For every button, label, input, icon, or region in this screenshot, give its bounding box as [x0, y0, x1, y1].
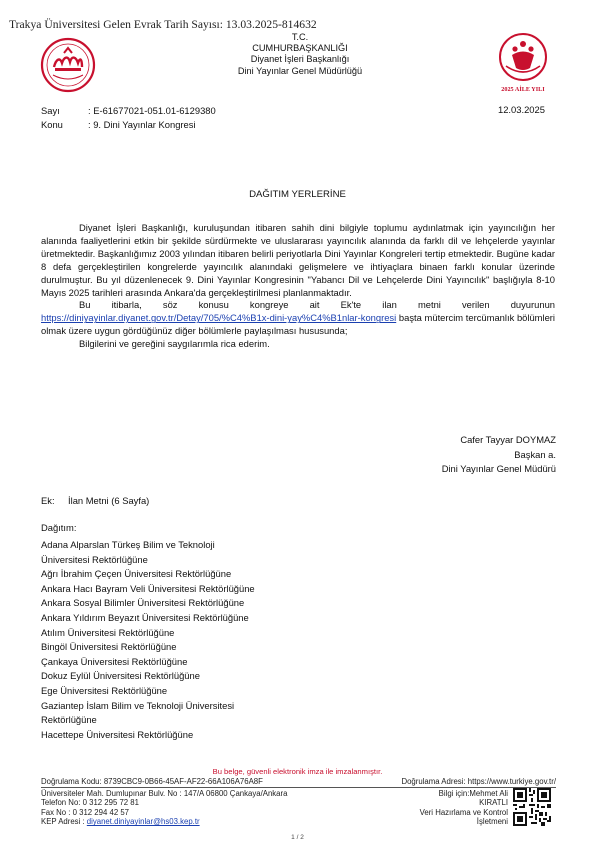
- phone-number: Telefon No: 0 312 295 72 81: [41, 798, 139, 808]
- contact-person-role-cont: İşletmeni: [476, 817, 508, 827]
- letterhead-presidency: CUMHURBAŞKANLIĞI: [252, 43, 348, 54]
- konu-row: [41, 118, 216, 132]
- body-paragraph-2-start: Bu itibarla, söz konusu kongreye ait Ek'te ilan metni verilen duyurunun: [79, 299, 555, 311]
- distribution-item: Rektörlüğüne: [41, 714, 97, 726]
- kep-address-link[interactable]: diyanet.diniyayinlar@hs03.kep.tr: [86, 817, 200, 827]
- letterhead-department: Dini Yayınlar Genel Müdürlüğü: [237, 65, 363, 76]
- sayi-value: : E-61677021-051.01-6129380: [88, 105, 216, 116]
- footer-divider: [41, 787, 556, 788]
- announcement-link[interactable]: https://diniyayinlar.diyanet.gov.tr/Detay/705/%C4%B1x-dini-yay%C4%B1nlar-kongresi: [41, 312, 397, 324]
- page-number: 1 / 2: [291, 834, 304, 841]
- aile-yili-emblem-icon: [494, 32, 552, 94]
- document-meta: [41, 104, 216, 132]
- distribution-list: [41, 538, 301, 742]
- distribution-label: Dağıtım:: [41, 522, 77, 533]
- e-signature-notice: Bu belge, güvenli elektronik imza ile imzalanmıştır.: [212, 767, 383, 776]
- letter-body: [41, 222, 555, 351]
- body-paragraph-1: Diyanet İşleri Başkanlığı, kuruluşundan itibaren sahih dini bilgiyle toplumu aydınlatmak için yayıncılığın her alanında faaliyetlerini etkin bir şekilde sürdürmekte ve uluslararası yayıncılık alanında da farklı dil ve lehçelerde yayınlar üretmektedir. Başkanlığımız 2003 yılından itibaren belirli periyotlarla Dini Yayınlar Kongreleri tertip etmektedir. Bugüne kadar 8 defa gerçekleştirilen kongrelerde yayıncılık alanındaki gelişmelere ve ihtiyaçlara binaen farklı konular üzerinde durulmuştur. Bu yıl düzenlenecek 9. Dini Yayınlar Kongresinin "Yabancı Dil ve Lehçelerde Dini Yayıncılık" başlığıyla 8-10 Mayıs 2025 tarihleri arasında Ankara'da gerçekleştirilmesi planlanmaktadır.: [41, 222, 555, 298]
- diyanet-emblem-icon: [40, 37, 96, 93]
- distribution-item: Ankara Yıldırım Beyazıt Üniversitesi Rektörlüğüne: [41, 611, 249, 623]
- signatory-title: Başkan a.: [514, 448, 556, 460]
- distribution-item: Üniversitesi Rektörlüğüne: [41, 553, 148, 565]
- konu-label: Konu: [41, 119, 63, 130]
- body-paragraph-2: [41, 299, 555, 338]
- verification-code: Doğrulama Kodu: 8739CBC9-0B66-45AF-AF22-66A106A76A8F: [41, 777, 263, 786]
- contact-person: [400, 789, 508, 827]
- sayi-row: [41, 104, 216, 118]
- attachment-value: İlan Metni (6 Sayfa): [68, 495, 150, 506]
- aile-yili-caption: 2025 AİLE YILI: [501, 86, 545, 93]
- body-paragraph-3: Bilgilerini ve gereğini saygılarımla rica ederim.: [79, 338, 270, 350]
- incoming-document-stamp: Trakya Üniversitesi Gelen Evrak Tarih Sayısı: 13.03.2025-814632: [9, 18, 317, 31]
- distribution-item: Ağrı İbrahim Çeçen Üniversitesi Rektörlüğüne: [41, 568, 232, 580]
- kep-label: KEP Adresi :: [41, 817, 87, 827]
- attachment-label: Ek:: [41, 495, 55, 506]
- distribution-item: Atılım Üniversitesi Rektörlüğüne: [41, 626, 175, 638]
- distribution-item: Adana Alparslan Türkeş Bilim ve Teknoloji: [41, 539, 215, 550]
- signature-block: [400, 433, 556, 477]
- institution-address: Üniversiteler Mah. Dumlupınar Bulv. No : 147/A 06800 Çankaya/Ankara: [41, 789, 288, 798]
- qr-code-icon: [513, 788, 551, 826]
- document-date: 12.03.2025: [498, 104, 545, 115]
- distribution-item: Ankara Hacı Bayram Veli Üniversitesi Rektörlüğüne: [41, 582, 255, 594]
- letterhead: [200, 32, 400, 77]
- verification-address: Doğrulama Adresi: https://www.turkiye.gov.tr/: [401, 777, 556, 786]
- distribution-item: Dokuz Eylül Üniversitesi Rektörlüğüne: [41, 670, 200, 682]
- recipient-heading: DAĞITIM YERLERİNE: [249, 189, 346, 200]
- fax-number: Fax No : 0 312 294 42 57: [41, 807, 129, 817]
- distribution-item: Gaziantep İslam Bilim ve Teknoloji Üniversitesi: [41, 699, 235, 711]
- letterhead-tc: T.C.: [291, 32, 309, 42]
- attachment-row: [41, 495, 149, 506]
- body-paragraph-2-end: başta mütercim tercümanlık bölümleri olmak üzere uygun gördüğünüz diğer bölümlerle paylaşılması hususunda;: [41, 312, 555, 337]
- distribution-item: Ankara Sosyal Bilimler Üniversitesi Rektörlüğüne: [41, 597, 245, 609]
- distribution-item: Ege Üniversitesi Rektörlüğüne: [41, 684, 168, 696]
- contact-person-surname: KIRATLI: [479, 798, 508, 808]
- distribution-item: Bingöl Üniversitesi Rektörlüğüne: [41, 641, 177, 653]
- kep-row: [41, 817, 287, 826]
- footer-contact: [41, 789, 287, 827]
- sayi-label: Sayı: [41, 105, 60, 116]
- signatory-name: Cafer Tayyar DOYMAZ: [460, 434, 556, 445]
- contact-person-role: Veri Hazırlama ve Kontrol: [419, 807, 508, 817]
- distribution-item: Hacettepe Üniversitesi Rektörlüğüne: [41, 728, 194, 740]
- distribution-item: Çankaya Üniversitesi Rektörlüğüne: [41, 655, 188, 667]
- letterhead-directorate: Diyanet İşleri Başkanlığı: [250, 54, 350, 65]
- konu-value: : 9. Dini Yayınlar Kongresi: [88, 119, 196, 130]
- signatory-position: Dini Yayınlar Genel Müdürü: [441, 463, 556, 475]
- contact-person-name: Bilgi için:Mehmet Ali: [438, 789, 508, 798]
